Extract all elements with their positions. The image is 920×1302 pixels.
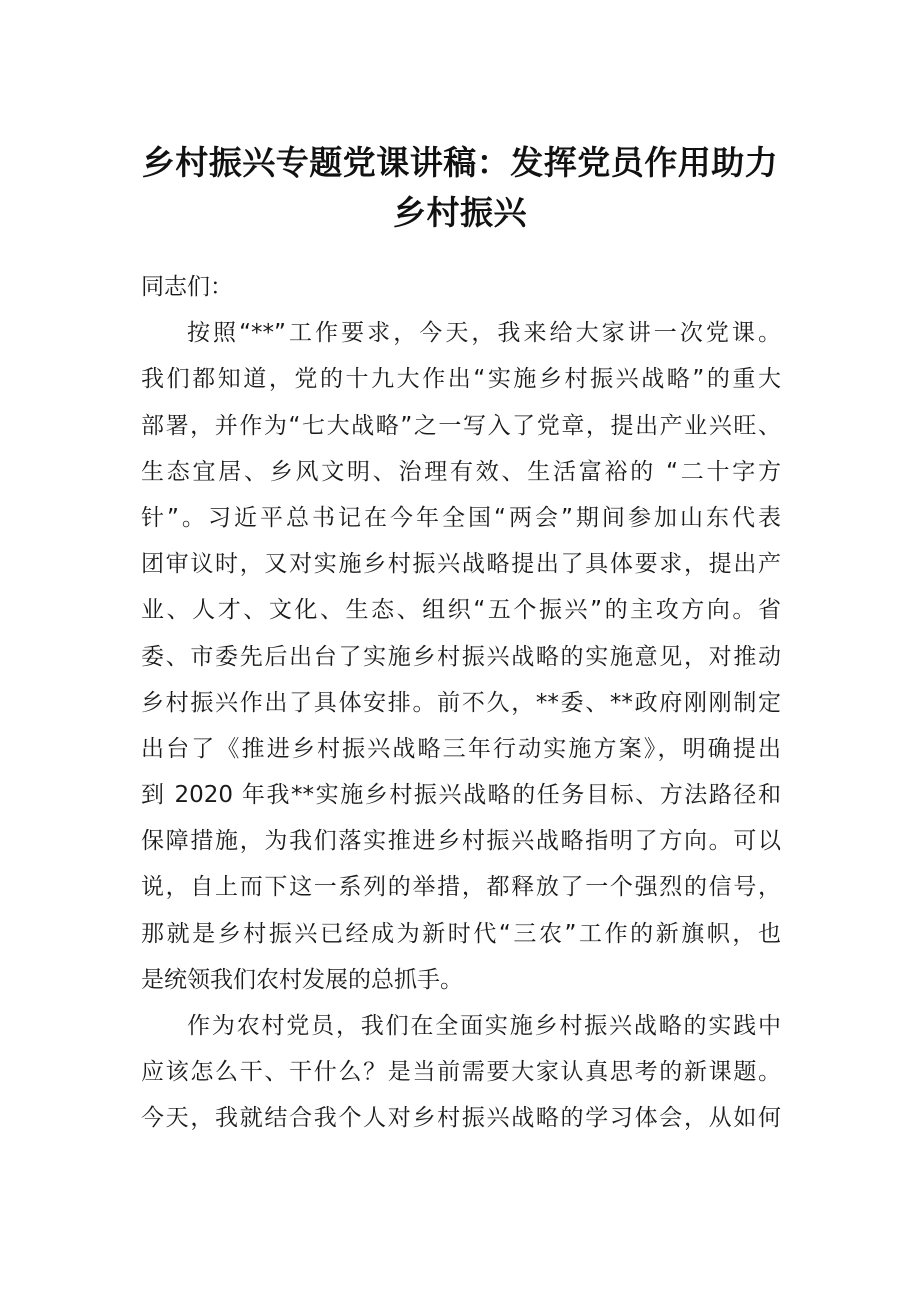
paragraph-line: 针”。习近平总书记在今年全国“两会”期间参加山东代表 bbox=[141, 504, 781, 531]
paragraph-line: 业、人才、文化、生态、组织“五个振兴”的主攻方向。省 bbox=[141, 597, 781, 624]
paragraph-line: 生态宜居、乡风文明、治理有效、生活富裕的 “二十字方 bbox=[141, 458, 781, 485]
paragraph-line: 部署，并作为“七大战略”之一写入了党章，提出产业兴旺、 bbox=[141, 412, 781, 439]
paragraph-line: 是统领我们农村发展的总抓手。 bbox=[141, 966, 463, 993]
paragraph-line: 团审议时，又对实施乡村振兴战略提出了具体要求，提出产 bbox=[141, 551, 781, 578]
paragraph-2 bbox=[141, 1003, 781, 1142]
paragraph-line: 说，自上而下这一系列的举措，都释放了一个强烈的信号， bbox=[141, 874, 781, 901]
paragraph-line: 乡村振兴作出了具体安排。前不久，**委、**政府刚刚制定 bbox=[141, 689, 781, 716]
paragraph-line: 到 2020 年我**实施乡村振兴战略的任务目标、方法路径和 bbox=[141, 782, 781, 809]
paragraph-line: 应该怎么干、干什么？是当前需要大家认真思考的新课题。 bbox=[141, 1059, 781, 1086]
paragraph-line: 我们都知道，党的十九大作出“实施乡村振兴战略”的重大 bbox=[141, 366, 781, 393]
paragraph-line: 委、市委先后出台了实施乡村振兴战略的实施意见，对推动 bbox=[141, 643, 781, 670]
title-line-1: 乡村振兴专题党课讲稿：发挥党员作用助力 bbox=[141, 143, 779, 182]
paragraph-line: 保障措施，为我们落实推进乡村振兴战略指明了方向。可以 bbox=[141, 828, 781, 855]
document-body bbox=[141, 264, 781, 1142]
paragraph-line: 作为农村党员，我们在全面实施乡村振兴战略的实践中 bbox=[187, 1013, 781, 1039]
salutation: 同志们： bbox=[141, 274, 233, 300]
paragraph-line: 按照“**”工作要求，今天，我来给大家讲一次党课。 bbox=[187, 320, 781, 347]
document-title bbox=[100, 138, 820, 238]
title-line-2: 乡村振兴 bbox=[393, 193, 527, 232]
paragraph-line: 今天，我就结合我个人对乡村振兴战略的学习体会，从如何 bbox=[141, 1105, 781, 1132]
paragraph-1 bbox=[141, 310, 781, 1003]
paragraph-line: 出台了《推进乡村振兴战略三年行动实施方案》，明确提出 bbox=[141, 735, 781, 762]
paragraph-line: 那就是乡村振兴已经成为新时代“三农”工作的新旗帜，也 bbox=[141, 920, 781, 947]
